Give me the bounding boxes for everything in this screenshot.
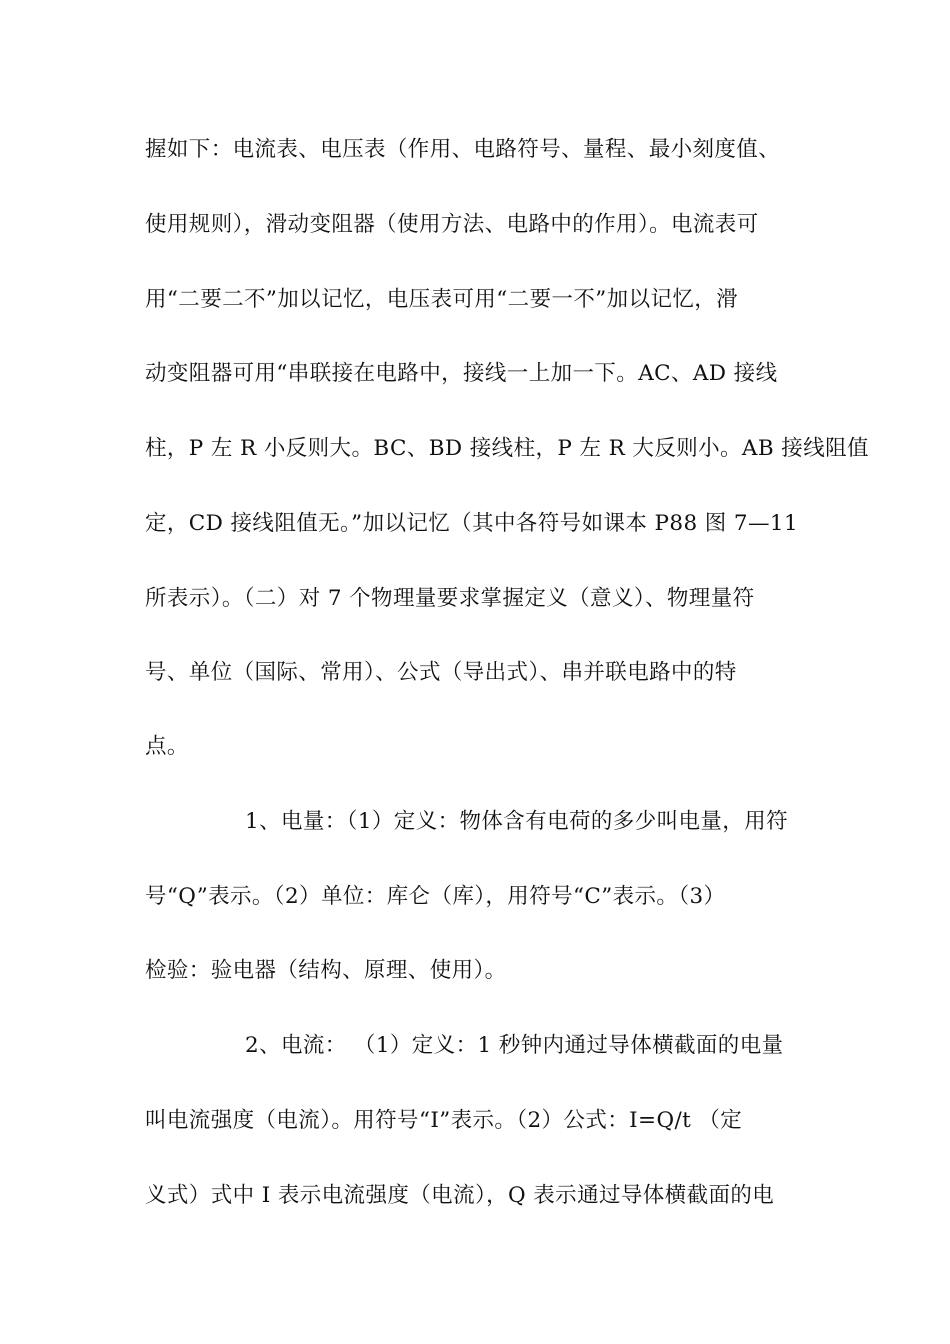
text-line: 握如下：电流表、电压表（作用、电路符号、量程、最小刻度值、 [145, 137, 781, 162]
text-line: 叫电流强度（电流）。用符号“I”表示。（2）公式：I=Q/t （定 [145, 1108, 743, 1133]
text-line: 动变阻器可用“串联接在电路中，接线一上加一下。AC、AD 接线 [145, 361, 778, 386]
text-line: 义式）式中 I 表示电流强度（电流），Q 表示通过导体横截面的电 [145, 1183, 775, 1208]
text-line: 用“二要二不”加以记忆，电压表可用“二要一不”加以记忆，滑 [145, 287, 739, 312]
text-line: 柱，P 左 R 小反则大。BC、BD 接线柱，P 左 R 大反则小。AB 接线阻值 [145, 436, 869, 461]
paragraph-start-line: 2、电流： （1）定义：1 秒钟内通过导体横截面的电量 [245, 1033, 784, 1058]
text-line: 检验：验电器（结构、原理、使用）。 [145, 958, 507, 983]
text-line: 所表示）。（二）对 7 个物理量要求掌握定义（意义）、物理量符 [145, 586, 755, 611]
text-line: 号、单位（国际、常用）、公式（导出式）、串并联电路中的特 [145, 660, 737, 685]
text-line: 定，CD 接线阻值无。”加以记忆（其中各符号如课本 P88 图 7—11 [145, 511, 799, 536]
paragraph-start-line: 1、电量：（1）定义：物体含有电荷的多少叫电量，用符 [245, 809, 789, 834]
text-line: 使用规则），滑动变阻器（使用方法、电路中的作用）。电流表可 [145, 212, 759, 237]
text-line: 点。 [145, 734, 189, 759]
text-line: 号“Q”表示。（2）单位：库仑（库），用符号“C”表示。（3） [145, 884, 726, 909]
